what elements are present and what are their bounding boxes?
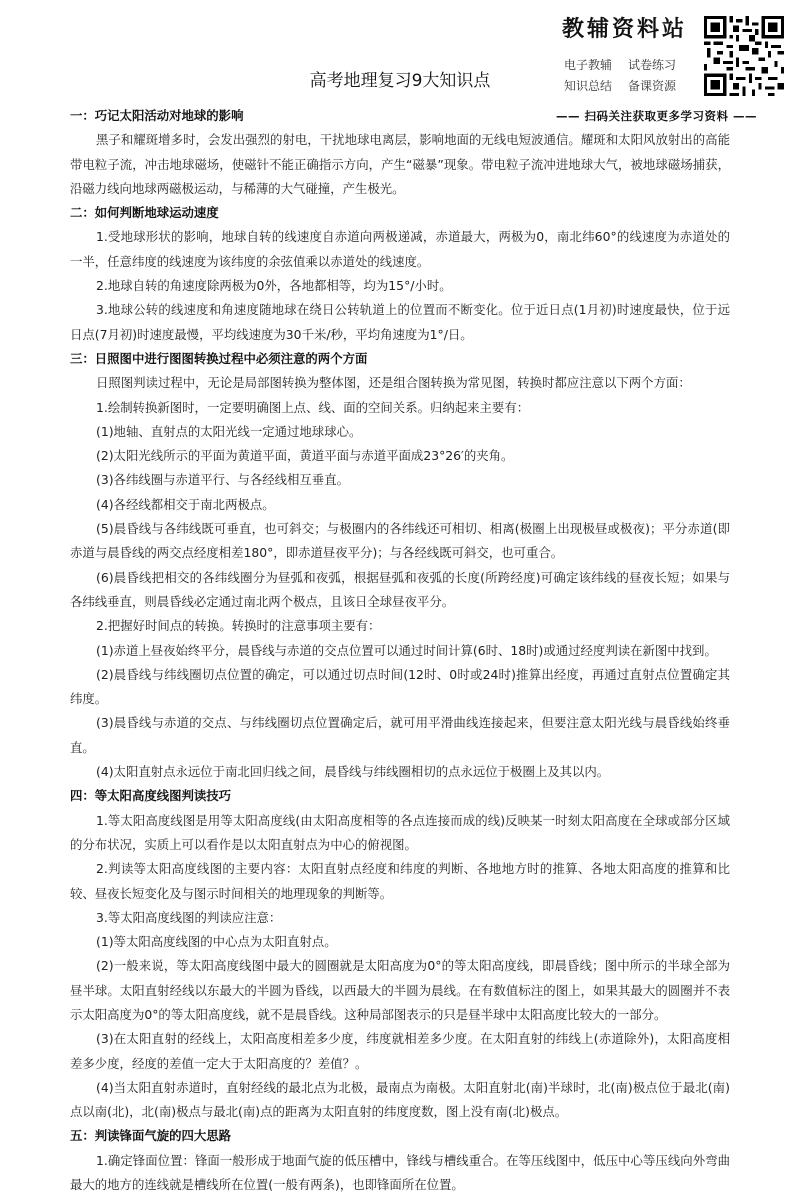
body-paragraph: (2)一般来说，等太阳高度线图中最大的圆圈就是太阳高度为0°的等太阳高度线，即晨昏线；图中所示的半球全部为昼半球。太阳直射经线以东最大的半圆为昏线，以西最大的半圆为晨线。在有数值标注的图上，如果其最大的圆圈并不表示太阳高度为0°的等太阳高度线，就不是晨昏线。这种局部图表示的只是昼半球中太阳高度比较大的一部分。 (70, 958, 730, 1022)
section-heading: 二：如何判断地球运动速度 (70, 205, 219, 221)
tag-item: 试卷练习 (628, 58, 677, 72)
body-paragraph: 2.地球自转的角速度除两极为0外，各地都相等，均为15°/小时。 (96, 278, 452, 294)
body-paragraph: 2.把握好时间点的转换。转换时的注意事项主要有： (96, 618, 381, 634)
body-paragraph: 1.绘制转换新图时，一定要明确图上点、线、面的空间关系。归纳起来主要有： (96, 399, 530, 415)
body-paragraph: 1.确定锋面位置：锋面一般形成于地面气旋的低压槽中，锋线与槽线重合。在等压线图中，低压中心等压线向外弯曲最大的地方的连线就是槽线所在位置(一般有两条)，也即锋面所在位置。 (70, 1152, 730, 1193)
tag-item: 备课资源 (628, 79, 677, 93)
body-paragraph: (1)赤道上昼夜始终平分，晨昏线与赤道的交点位置可以通过时间计算(6时、18时)或通过经度判读在新图中找到。 (96, 642, 717, 658)
body-paragraph: 3.等太阳高度线图的判读应注意： (96, 909, 282, 925)
tag-item: 知识总结 (564, 79, 613, 93)
body-paragraph: (3)晨昏线与赤道的交点、与纬线圈切点位置确定后，就可用平滑曲线连接起来，但要注意太阳光线与晨昏线始终垂直。 (70, 715, 730, 755)
body-paragraph: (3)各纬线圈与赤道平行、与各经线相互垂直。 (96, 472, 349, 488)
page-title: 高考地理复习9大知识点 (309, 71, 491, 91)
body-paragraph: (5)晨昏线与各纬线既可垂直，也可斜交；与极圈内的各纬线还可相切、相离(极圈上出现极昼或极夜)；平分赤道(即赤道与晨昏线的两交点经度相差180°，即赤道昼夜平分)；与各经线既可斜交，也可重合。 (70, 521, 730, 561)
body-paragraph: (6)晨昏线把相交的各纬线圈分为昼弧和夜弧，根据昼弧和夜弧的长度(所跨经度)可确定该纬线的昼夜长短；如果与各纬线垂直，则晨昏线必定通过南北两个极点，且该日全球昼夜平分。 (70, 569, 730, 609)
body-paragraph: 3.地球公转的线速度和角速度随地球在绕日公转轨道上的位置而不断变化。位于近日点(1月初)时速度最快，位于远日点(7月初)时速度最慢，平均线速度为30千米/秒，平均角速度为1°/日。 (70, 302, 730, 342)
body-paragraph: (4)各经线都相交于南北两极点。 (96, 496, 275, 512)
body-paragraph: 1.等太阳高度线图是用等太阳高度线(由太阳高度相等的各点连接而成的线)反映某一时刻太阳高度在全球或部分区域的分布状况，实质上可以看作是以太阳直射点为中心的俯视图。 (70, 812, 730, 852)
body-paragraph: 黑子和耀斑增多时，会发出强烈的射电，干扰地球电离层，影响地面的无线电短波通信。耀斑和太阳风放射出的高能带电粒子流，冲击地球磁场，使磁针不能正确指示方向，产生“磁暴”现象。带电粒子流冲进地球大气，被地球磁场捕获，沿磁力线向地球两磁极运动，与稀薄的大气碰撞，产生极光。 (70, 132, 730, 196)
body-paragraph: (2)太阳光线所示的平面为黄道平面，黄道平面与赤道平面成23°26′的夹角。 (96, 448, 514, 464)
tag-item: 电子教辅 (564, 58, 613, 72)
body-paragraph: (4)太阳直射点永远位于南北回归线之间，晨昏线与纬线圈相切的点永远位于极圈上及其以内。 (96, 764, 610, 780)
body-paragraph: 1.受地球形状的影响，地球自转的线速度自赤道向两极递减，赤道最大，两极为0，南北纬60°的线速度为赤道处的一半，任意纬度的线速度为该纬度的余弦值乘以赤道处的线速度。 (70, 229, 730, 269)
body-paragraph: (1)等太阳高度线图的中心点为太阳直射点。 (96, 934, 337, 950)
section-heading: 一：巧记太阳活动对地球的影响 (70, 108, 244, 123)
document-body (70, 104, 730, 1197)
body-paragraph: 2.判读等太阳高度线图的主要内容：太阳直射点经度和纬度的判断、各地地方时的推算、各地太阳高度的推算和比较、昼夜长短变化及与图示时间相关的地理现象的判断等。 (70, 861, 730, 901)
section-heading: 三：日照图中进行图图转换过程中必须注意的两个方面 (70, 350, 368, 366)
brand-name: 教辅资料站 (562, 17, 688, 42)
body-paragraph: (4)当太阳直射赤道时，直射经线的最北点为北极，最南点为南极。太阳直射北(南)半球时，北(南)极点位于最北(南)点以南(北)，北(南)极点与最北(南)点的距离为太阳直射的纬度度数，图上没有南(北)极点。 (70, 1079, 730, 1120)
body-paragraph: (2)晨昏线与纬线圈切点位置的确定，可以通过切点时间(12时、0时或24时)推算出经度，再通过直射点位置确定其纬度。 (70, 666, 730, 707)
section-heading: 五：判读锋面气旋的四大思路 (70, 1128, 232, 1144)
body-paragraph: 日照图判读过程中，无论是局部图转换为整体图，还是组合图转换为常见图，转换时都应注意以下两个方面： (96, 375, 691, 391)
section-heading: 四：等太阳高度线图判读技巧 (70, 788, 232, 804)
body-paragraph: (1)地轴、直射点的太阳光线一定通过地球球心。 (96, 423, 362, 439)
body-paragraph: (3)在太阳直射的经线上，太阳高度相差多少度，纬度就相差多少度。在太阳直射的纬线上(赤道除外)，太阳高度相差多少度，经度的差值一定大于太阳高度的？差值？。 (70, 1031, 730, 1071)
scan-note: —— 扫码关注获取更多学习资料 —— (556, 109, 758, 123)
